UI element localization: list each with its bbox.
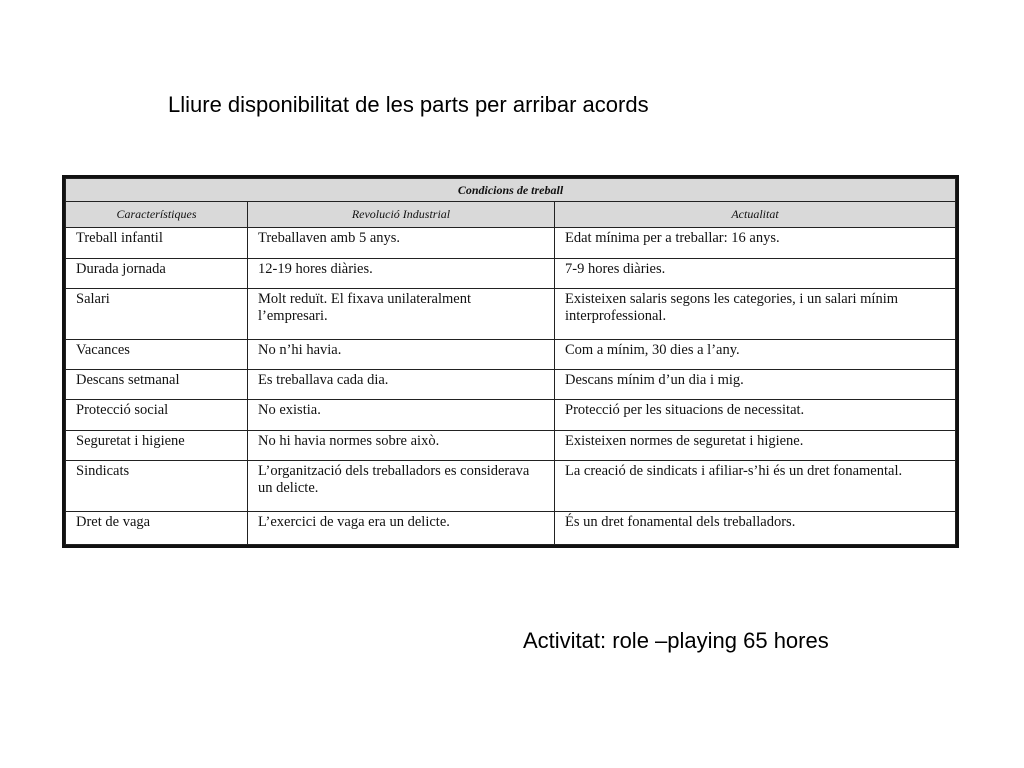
row-industrial-value: L’exercici de vaga era un delicte. xyxy=(248,511,555,544)
table-row xyxy=(66,400,956,430)
row-label: Durada jornada xyxy=(66,258,248,288)
column-header-characteristics: Característiques xyxy=(66,202,248,227)
column-header-industrial-revolution: Revolució Industrial xyxy=(248,202,555,227)
row-today-value: La creació de sindicats i afiliar-s’hi és un dret fonamental. xyxy=(555,461,956,512)
row-label: Salari xyxy=(66,289,248,340)
row-industrial-value: No hi havia normes sobre això. xyxy=(248,430,555,460)
table-caption: Condicions de treball xyxy=(66,179,956,202)
table-row xyxy=(66,461,956,512)
row-today-value: Com a mínim, 30 dies a l’any. xyxy=(555,339,956,369)
activity-note: Activitat: role –playing 65 hores xyxy=(523,628,829,653)
row-industrial-value: No existia. xyxy=(248,400,555,430)
row-label: Descans setmanal xyxy=(66,370,248,400)
row-today-value: Protecció per les situacions de necessitat. xyxy=(555,400,956,430)
row-today-value: Existeixen normes de seguretat i higiene. xyxy=(555,430,956,460)
row-today-value: Edat mínima per a treballar: 16 anys. xyxy=(555,227,956,258)
row-today-value: És un dret fonamental dels treballadors. xyxy=(555,511,956,544)
row-today-value: 7-9 hores diàries. xyxy=(555,258,956,288)
working-conditions-table xyxy=(62,175,959,548)
table-row xyxy=(66,258,956,288)
row-industrial-value: No n’hi havia. xyxy=(248,339,555,369)
row-today-value: Descans mínim d’un dia i mig. xyxy=(555,370,956,400)
table-caption-row xyxy=(66,179,956,202)
row-today-value: Existeixen salaris segons les categories, i un salari mínim interprofessional. xyxy=(555,289,956,340)
table-row xyxy=(66,430,956,460)
row-label: Treball infantil xyxy=(66,227,248,258)
conditions-table-grid xyxy=(65,178,956,545)
column-header-today: Actualitat xyxy=(555,202,956,227)
row-industrial-value: L’organització dels treballadors es considerava un delicte. xyxy=(248,461,555,512)
row-label: Protecció social xyxy=(66,400,248,430)
row-label: Vacances xyxy=(66,339,248,369)
row-label: Sindicats xyxy=(66,461,248,512)
table-row xyxy=(66,370,956,400)
row-industrial-value: Treballaven amb 5 anys. xyxy=(248,227,555,258)
table-row xyxy=(66,511,956,544)
table-row xyxy=(66,339,956,369)
row-label: Dret de vaga xyxy=(66,511,248,544)
table-header-row xyxy=(66,202,956,227)
row-industrial-value: 12-19 hores diàries. xyxy=(248,258,555,288)
slide-title: Lliure disponibilitat de les parts per arribar acords xyxy=(168,92,649,117)
table-row xyxy=(66,227,956,258)
row-label: Seguretat i higiene xyxy=(66,430,248,460)
table-row xyxy=(66,289,956,340)
row-industrial-value: Molt reduït. El fixava unilateralment l’empresari. xyxy=(248,289,555,340)
row-industrial-value: Es treballava cada dia. xyxy=(248,370,555,400)
